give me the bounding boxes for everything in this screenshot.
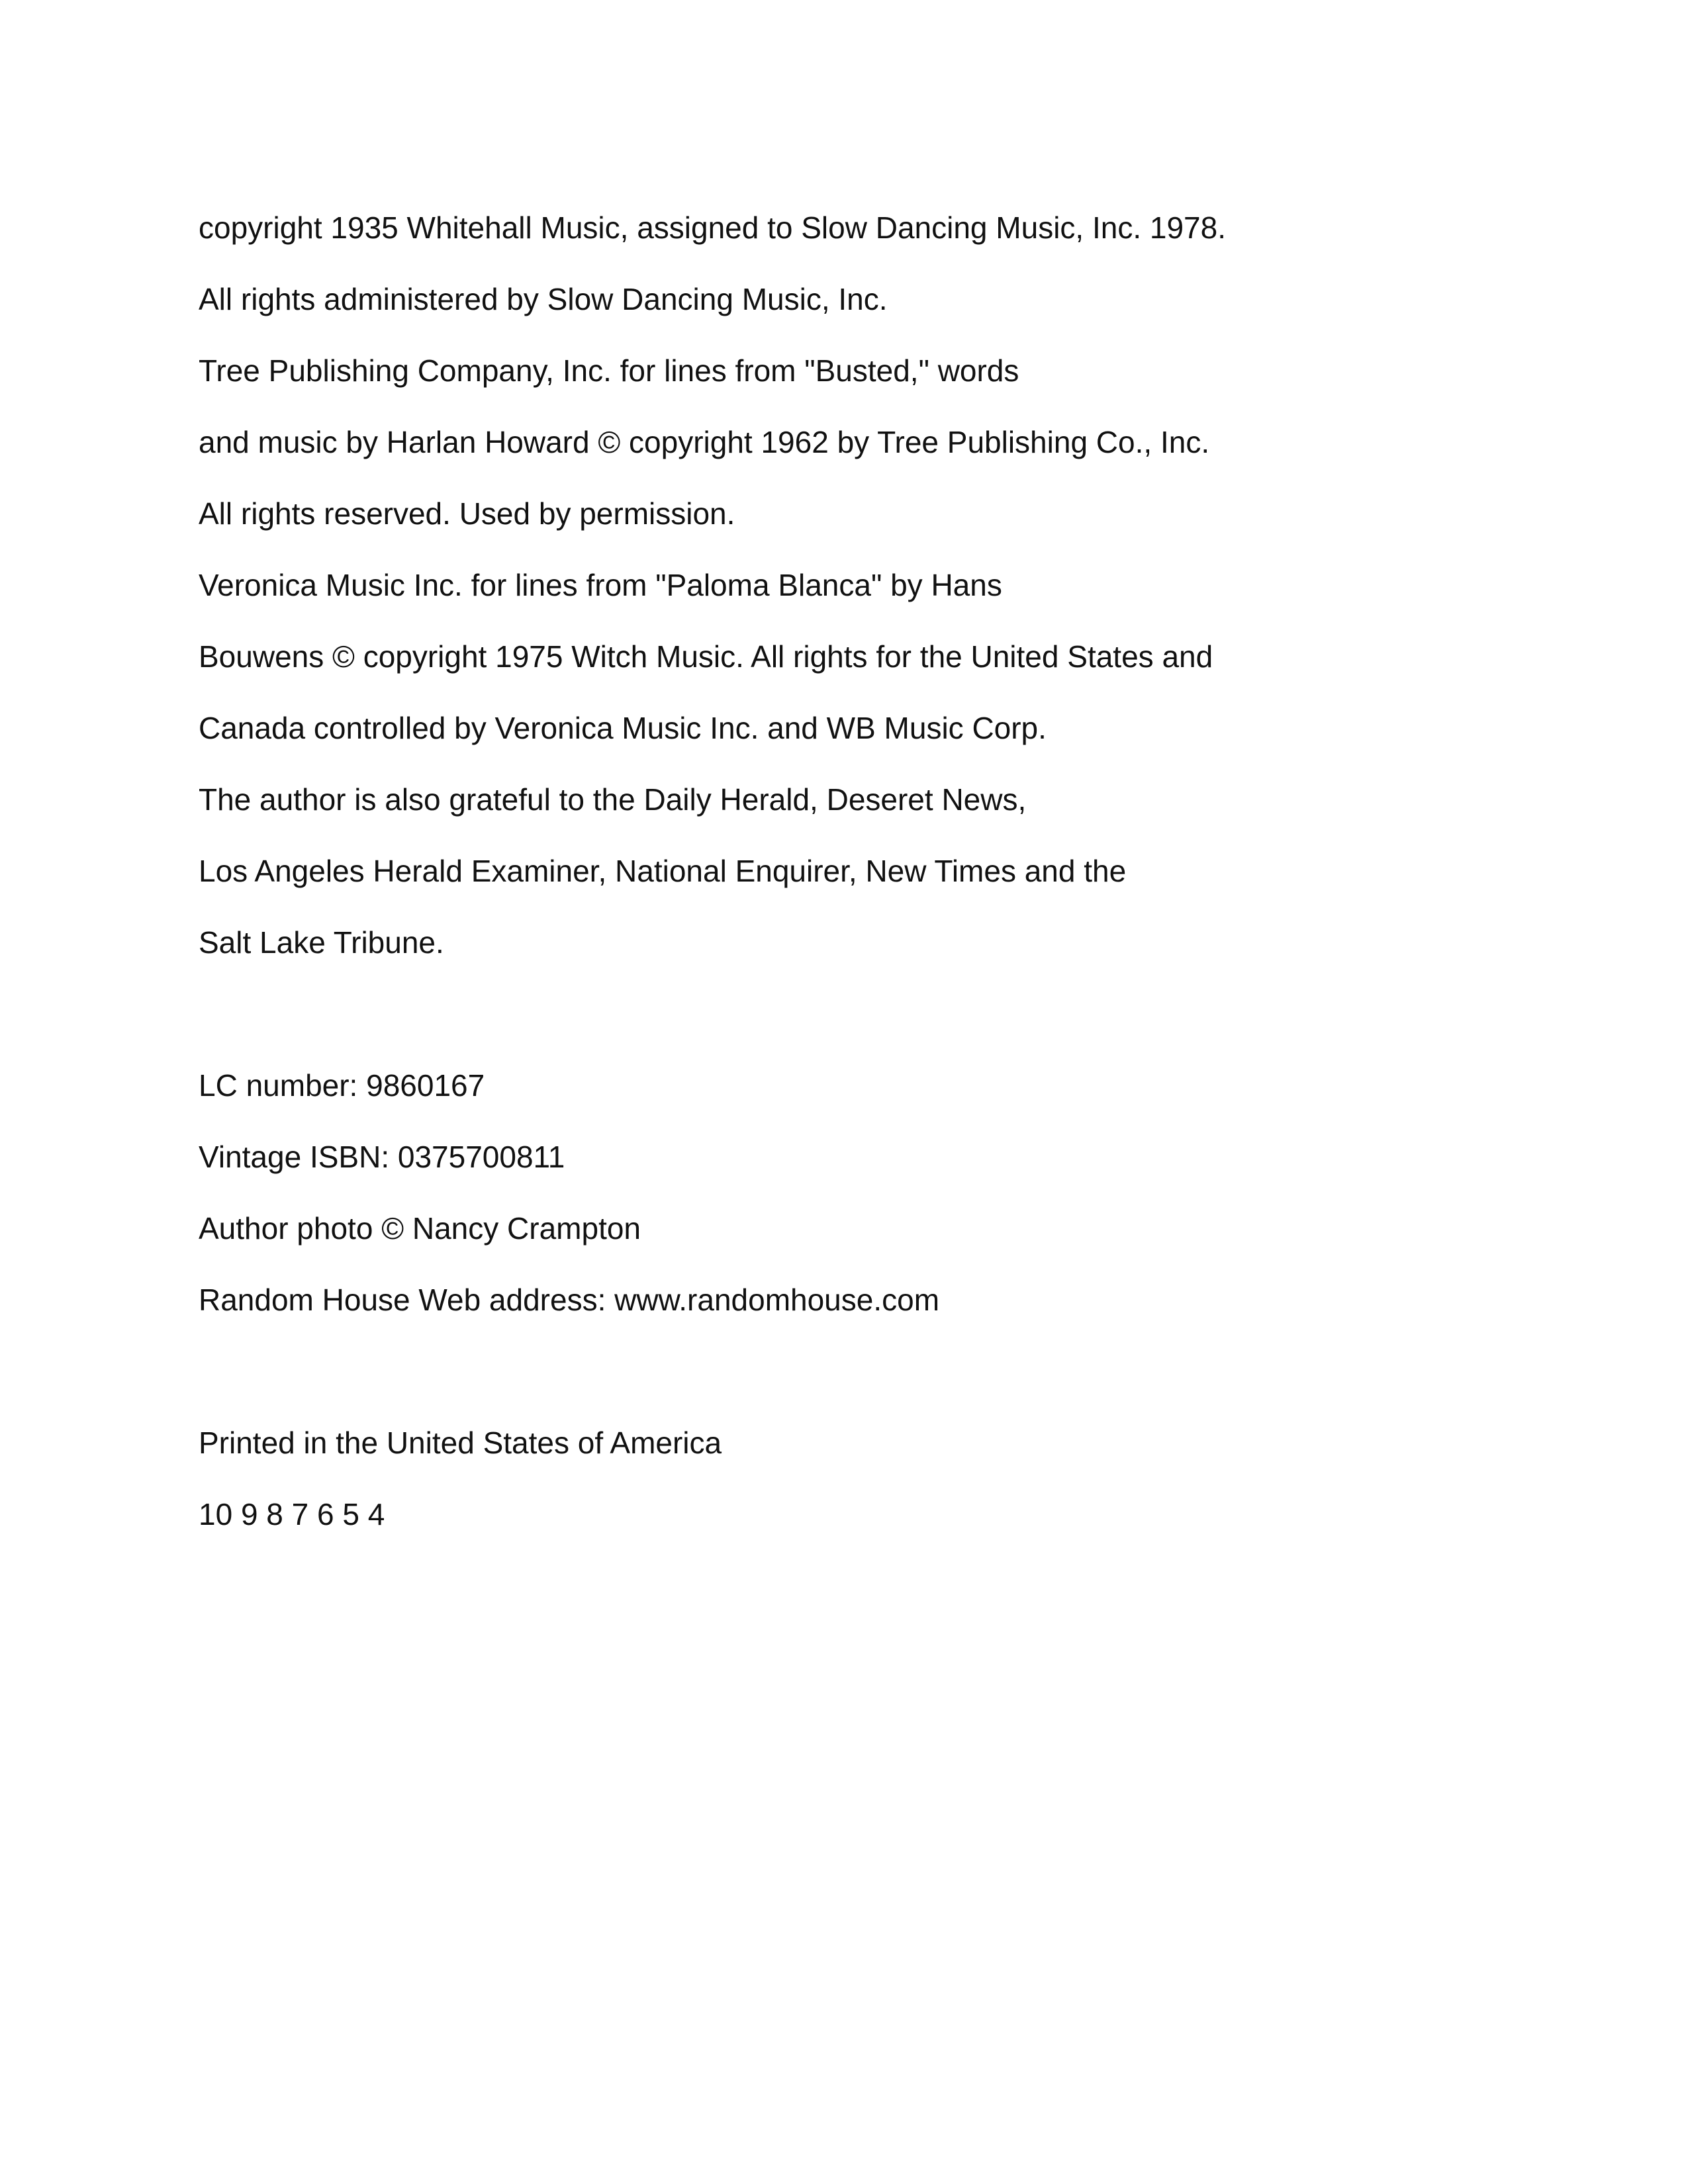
credit-line: All rights reserved. Used by permission. — [199, 496, 735, 531]
credit-line: All rights administered by Slow Dancing Music, Inc. — [199, 282, 888, 316]
credit-line: Tree Publishing Company, Inc. for lines from "Busted," words — [199, 353, 1019, 388]
credit-line: Los Angeles Herald Examiner, National Enquirer, New Times and the — [199, 854, 1127, 888]
copyright-text-block — [199, 192, 1556, 1550]
print-line: 10 9 8 7 6 5 4 — [199, 1497, 385, 1531]
printed-in: Printed in the United States of America — [199, 1426, 722, 1460]
credit-line: copyright 1935 Whitehall Music, assigned to Slow Dancing Music, Inc. 1978. — [199, 210, 1227, 245]
isbn: Vintage ISBN: 0375700811 — [199, 1140, 565, 1174]
spacer — [199, 978, 1556, 1050]
credit-line: Bouwens © copyright 1975 Witch Music. All rights for the United States and — [199, 639, 1213, 674]
credit-line: Veronica Music Inc. for lines from "Paloma Blanca" by Hans — [199, 568, 1002, 602]
web-address: Random House Web address: www.randomhouse.com — [199, 1283, 940, 1317]
spacer — [199, 1336, 1556, 1407]
credit-line: The author is also grateful to the Daily Herald, Deseret News, — [199, 782, 1027, 817]
credit-line: Canada controlled by Veronica Music Inc. and WB Music Corp. — [199, 711, 1047, 745]
author-photo-credit: Author photo © Nancy Crampton — [199, 1211, 641, 1246]
credit-line: and music by Harlan Howard © copyright 1962 by Tree Publishing Co., Inc. — [199, 425, 1210, 459]
lc-number: LC number: 9860167 — [199, 1068, 485, 1103]
credit-line: Salt Lake Tribune. — [199, 925, 444, 960]
